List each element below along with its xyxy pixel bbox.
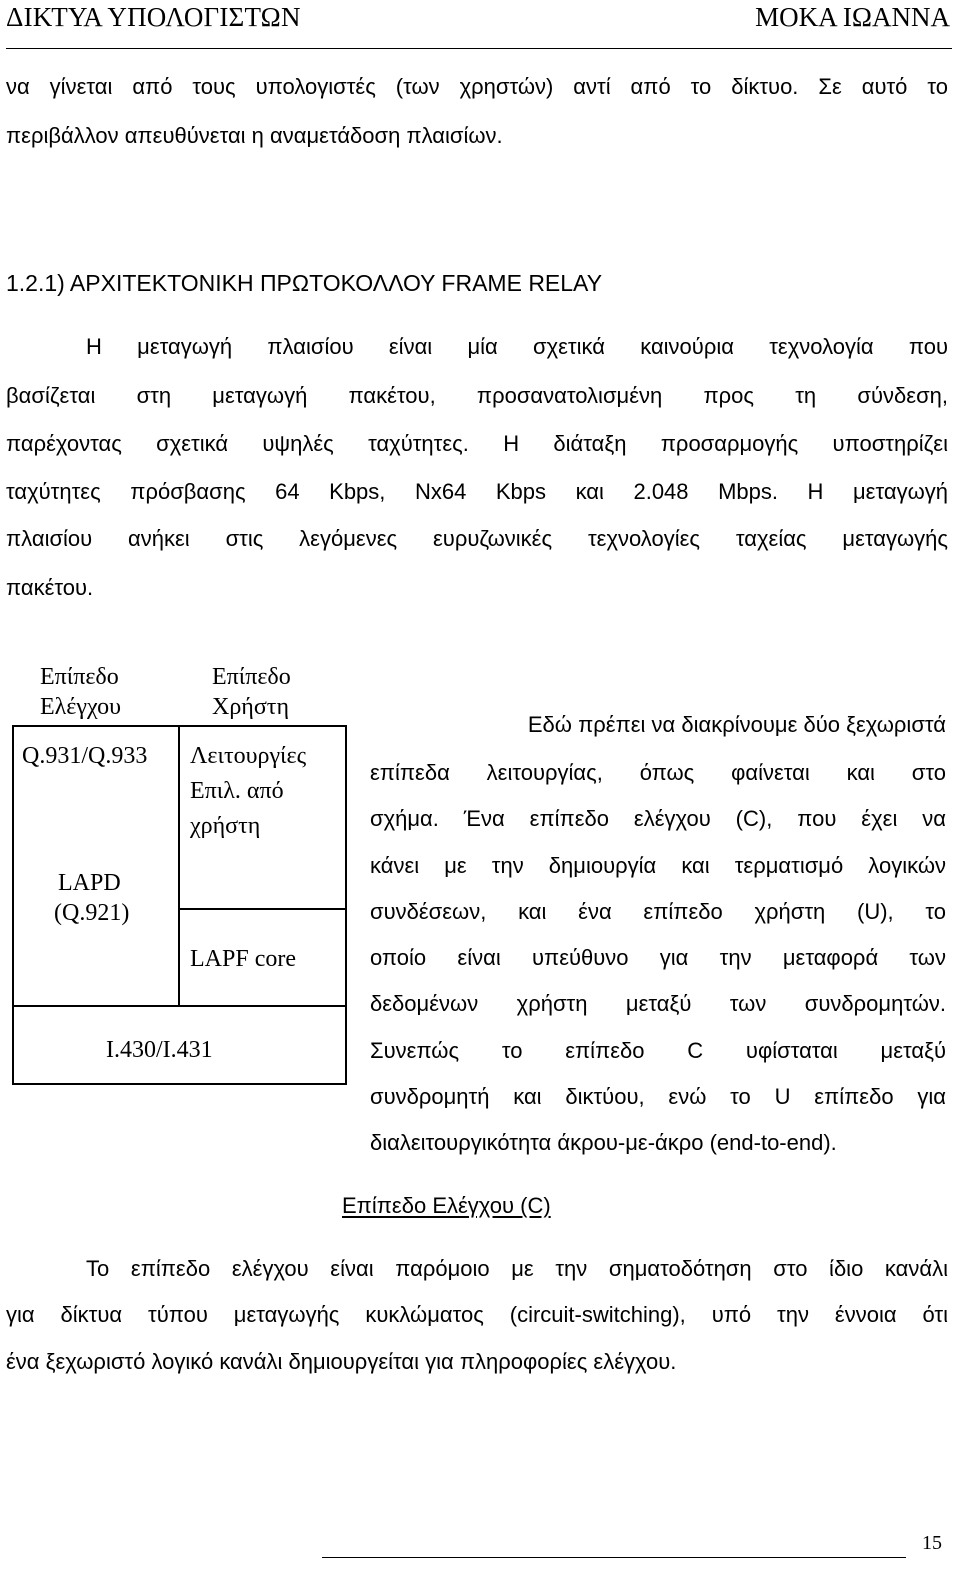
side-text-line: οποίο είναι υπεύθυνο για την μεταφορά των	[370, 945, 946, 970]
side-text-line: σχήμα. Ένα επίπεδο ελέγχου (C), που έχει να	[370, 806, 946, 831]
user-functions-label	[190, 741, 306, 841]
control-section-line: για δίκτυα τύπου μεταγωγής κυκλώματος (circuit-switching), υπό την έννοια ότι	[6, 1302, 948, 1327]
page-number: 15	[922, 1532, 942, 1554]
side-text-line: Συνεπώς το επίπεδο C υφίσταται μεταξύ	[370, 1038, 946, 1063]
control-lapd-line: (Q.921)	[54, 900, 130, 926]
diagram-center-divider	[178, 725, 180, 1006]
paragraph-line: πλαισίου ανήκει στις λεγόμενες ευρυζωνικές τεχνολογίες ταχείας μεταγωγής	[6, 526, 948, 551]
side-text-line: διαλειτουργικότητα άκρου-με-άκρο (end-to-end).	[370, 1130, 837, 1155]
header-title-left: ΔΙΚΤΥΑ ΥΠΟΛΟΓΙΣΤΩΝ	[6, 2, 301, 32]
footer-divider	[322, 1557, 906, 1558]
control-section-line: ένα ξεχωριστό λογικό κανάλι δημιουργείται για πληροφορίες ελέγχου.	[6, 1349, 677, 1374]
diagram-left-border	[12, 725, 14, 1085]
diagram-physical-divider	[12, 1005, 347, 1007]
control-plane-title-line: Ελέγχου	[40, 694, 121, 720]
paragraph-line: ταχύτητες πρόσβασης 64 Kbps, Nx64 Kbps και 2.048 Mbps. Η μεταγωγή	[6, 479, 948, 504]
control-lapd-label	[54, 868, 129, 928]
physical-layer-label: I.430/I.431	[106, 1037, 213, 1063]
paragraph-line: Η μεταγωγή πλαισίου είναι μία σχετικά καινούρια τεχνολογία που	[86, 334, 948, 359]
control-section-title: Επίπεδο Ελέγχου (C)	[342, 1193, 551, 1218]
paragraph-line: πακέτου.	[6, 575, 94, 600]
header-divider	[6, 48, 952, 49]
user-lapf-label: LAPF core	[190, 946, 296, 972]
side-text-line: επίπεδα λειτουργίας, όπως φαίνεται και στο	[370, 760, 946, 785]
control-plane-title-line: Επίπεδο	[40, 664, 119, 690]
control-plane-title	[40, 662, 121, 722]
diagram-bottom-border	[12, 1083, 347, 1085]
side-text-line: συνδρομητή και δικτύου, ενώ το U επίπεδο για	[370, 1084, 946, 1109]
side-text-line: Εδώ πρέπει να διακρίνουμε δύο ξεχωριστά	[527, 712, 946, 737]
user-plane-title-line: Επίπεδο	[212, 664, 291, 690]
control-section-line: Το επίπεδο ελέγχου είναι παρόμοιο με την σηματοδότηση στο ίδιο κανάλι	[86, 1256, 948, 1281]
paragraph-line: βασίζεται στη μεταγωγή πακέτου, προσανατολισμένη προς τη σύνδεση,	[6, 383, 948, 408]
diagram-user-divider	[180, 908, 345, 910]
user-plane-title-line: Χρήστη	[212, 694, 289, 720]
diagram-right-border	[345, 725, 347, 1085]
user-functions-line: Λειτουργίες	[190, 743, 307, 769]
user-functions-line: χρήστη	[190, 813, 261, 839]
side-text-line: κάνει με την δημιουργία και τερματισμό λογικών	[370, 853, 946, 878]
paragraph-line: παρέχοντας σχετικά υψηλές ταχύτητες. Η διάταξη προσαρμογής υποστηρίζει	[6, 431, 948, 456]
intro-line: περιβάλλον απευθύνεται η αναμετάδοση πλαισίων.	[6, 123, 503, 148]
intro-line: να γίνεται από τους υπολογιστές (των χρηστών) αντί από το δίκτυο. Σε αυτό το	[6, 74, 948, 99]
side-text-line: συνδέσεων, και ένα επίπεδο χρήστη (U), το	[370, 899, 946, 924]
section-heading: 1.2.1) ΑΡΧΙΤΕΚΤΟΝΙΚΗ ΠΡΩΤΟΚΟΛΛΟΥ FRAME RELAY	[6, 270, 603, 296]
control-upper-protocol: Q.931/Q.933	[22, 743, 148, 769]
user-functions-line: Επιλ. από	[190, 778, 284, 804]
header-author-right: ΜΟΚΑ ΙΩΑΝΝΑ	[755, 2, 950, 32]
control-lapd-line: LAPD	[58, 870, 121, 896]
user-plane-title	[212, 662, 291, 722]
side-text-line: δεδομένων χρήστη μεταξύ των συνδρομητών.	[370, 991, 946, 1016]
